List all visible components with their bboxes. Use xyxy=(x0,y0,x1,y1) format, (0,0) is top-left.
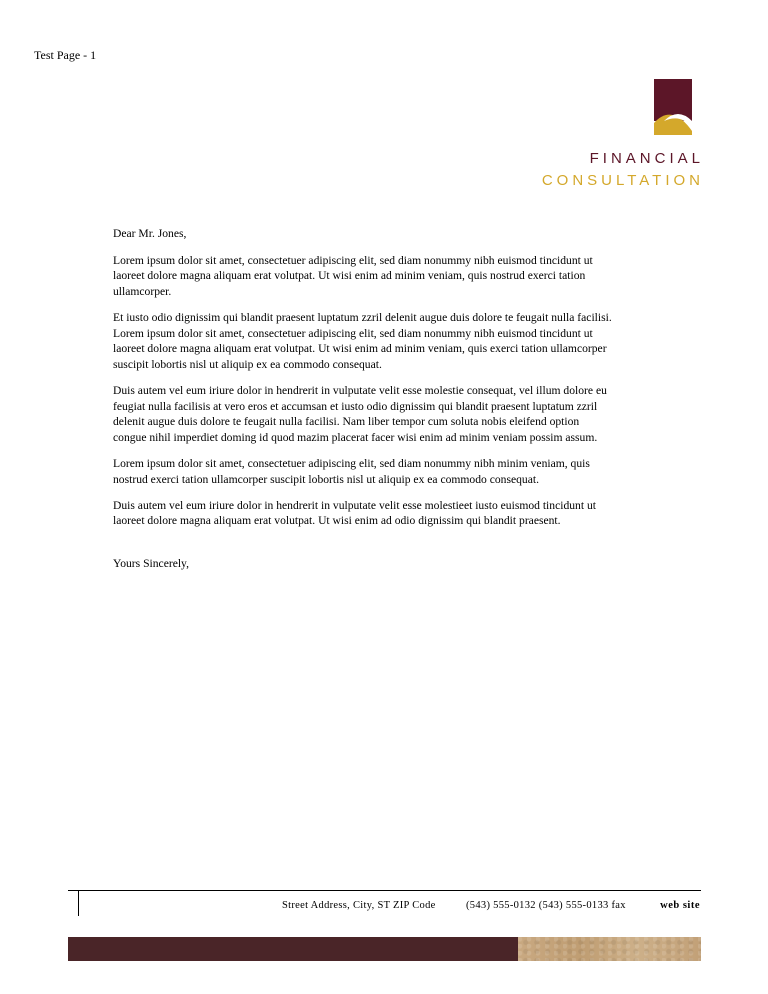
letter-paragraph: Duis autem vel eum iriure dolor in hendrerit in vulputate velit esse molestie consequat, vel illum dolore eu feugiat nulla facilisis at vero eros et accumsan et iusto odio dignissim qui blandit praesent luptatum zzril delenit augue duis dolore te feugait nulla facilisi. Nam liber tempor cum soluta nobis eleifend option congue nihil imperdiet doming id quod mazim placerat facer wisi enim ad minim veniam possim assum. xyxy=(113,383,607,444)
letter-paragraph: Lorem ipsum dolor sit amet, consectetuer adipiscing elit, sed diam nonummy nibh minim veniam, quis nostrud exerci tation ullamcorper suscipit lobortis nisl ut aliquip ex ea commodo consequat. xyxy=(113,456,590,486)
letter-paragraph: Duis autem vel eum iriure dolor in hendrerit in vulputate velit esse molestieet iusto euismod tincidunt ut laoreet dolore magna aliquam erat volutpat. Ut wisi enim ad odio dignissim qui blandit praesent. xyxy=(113,498,596,528)
page-label: Test Page - 1 xyxy=(34,48,97,62)
brand-wordmark xyxy=(541,148,704,192)
footer-phone: (543) 555-0132 (543) 555-0133 fax xyxy=(466,900,626,911)
logo-maroon-block xyxy=(654,79,692,121)
letter-body xyxy=(113,226,673,582)
letter-paragraph: Lorem ipsum dolor sit amet, consectetuer adipiscing elit, sed diam nonummy nibh euismod tincidunt ut laoreet dolore magna aliquam erat volutpat. Ut wisi enim ad minim veniam, quis nostrud exerci tation ullamcorper. xyxy=(113,253,593,298)
brand-line-financial: FINANCIAL xyxy=(589,150,704,167)
letter-closing: Yours Sincerely, xyxy=(113,556,190,570)
footer-divider xyxy=(68,890,701,891)
footer-divider-tick xyxy=(78,890,79,916)
letter-salutation: Dear Mr. Jones, xyxy=(113,227,187,240)
brand-line-consultation: CONSULTATION xyxy=(541,172,704,189)
footer-address: Street Address, City, ST ZIP Code xyxy=(282,900,436,911)
footer-band-maroon xyxy=(68,937,518,961)
footer-band-tan xyxy=(518,937,701,961)
financial-consultation-logo-icon xyxy=(654,79,692,135)
letter-paragraph: Et iusto odio dignissim qui blandit praesent luptatum zzril delenit augue duis dolore te feugait nulla facilisi. Lorem ipsum dolor sit amet, consectetuer adipiscing elit, sed diam nonummy nibh euismod tincidunt ut laoreet dolore magna aliquam erat volutpat. Ut wisi enim ad minim veniam, quis exerci tation ullamcorper suscipit lobortis nisl ut aliquip ex ea commodo consequat. xyxy=(113,310,612,371)
footer-website-link[interactable]: web site xyxy=(660,900,700,911)
